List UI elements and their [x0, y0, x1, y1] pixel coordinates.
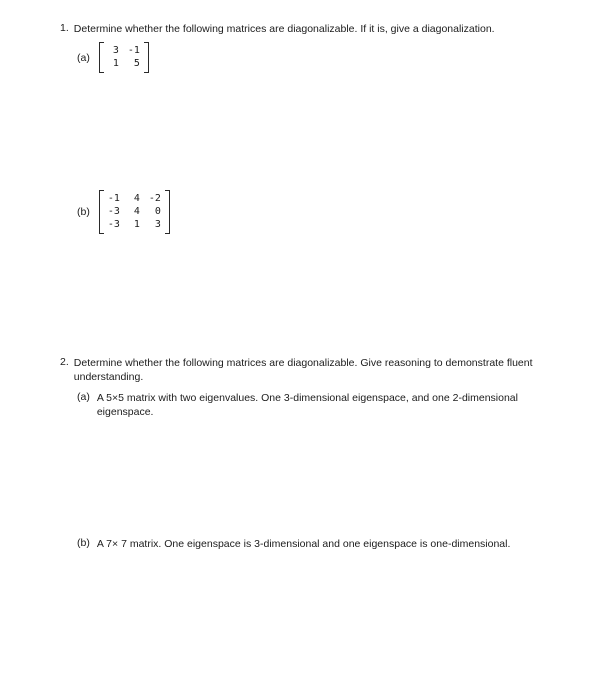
part-b-label: (b): [77, 537, 90, 549]
workspace-gap: [60, 419, 570, 537]
problem-2-part-b: [77, 537, 570, 551]
matrix-cell: -2: [148, 193, 161, 204]
problem-1: [60, 22, 570, 36]
matrix-cell: 3: [154, 219, 161, 230]
workspace-gap: [60, 73, 570, 190]
matrix-cell: 4: [133, 193, 140, 204]
matrix-bracket-right: [144, 42, 149, 73]
problem-1-text: Determine whether the following matrices are diagonalizable. If it is, give a diagonalization.: [73, 23, 495, 35]
problem-2: [60, 356, 570, 384]
problem-2-number: 2.: [60, 356, 69, 368]
matrix-cell: -1: [127, 45, 140, 56]
matrix-1a: [99, 42, 149, 73]
matrix-cell: 4: [133, 206, 140, 217]
problem-1-part-b: [77, 190, 570, 234]
matrix-1b-grid: [104, 190, 165, 234]
matrix-cell: 3: [112, 45, 119, 56]
part-b-text: A 7× 7 matrix. One eigenspace is 3-dimensional and one eigenspace is one-dimensional.: [96, 538, 511, 550]
matrix-1b: [99, 190, 170, 234]
matrix-cell: -3: [107, 219, 120, 230]
part-b-label: (b): [77, 206, 90, 218]
workspace-gap: [60, 234, 570, 356]
part-a-label: (a): [77, 391, 90, 403]
problem-2-part-a: [77, 391, 570, 419]
matrix-cell: 1: [133, 219, 140, 230]
matrix-cell: 0: [154, 206, 161, 217]
matrix-cell: -1: [107, 193, 120, 204]
part-a-label: (a): [77, 51, 90, 64]
matrix-cell: 5: [133, 58, 140, 69]
matrix-cell: -3: [107, 206, 120, 217]
problem-1-number: 1.: [60, 22, 69, 34]
matrix-bracket-right: [165, 190, 170, 234]
problem-2-text: Determine whether the following matrices are diagonalizable. Give reasoning to demonstrate fluent understanding.: [73, 357, 533, 383]
problem-1-part-a: [77, 42, 570, 73]
matrix-1a-grid: [104, 42, 144, 73]
matrix-cell: 1: [112, 58, 119, 69]
part-a-text: A 5×5 matrix with two eigenvalues. One 3-dimensional eigenspace, and one 2-dimensional eigenspace.: [96, 392, 518, 418]
